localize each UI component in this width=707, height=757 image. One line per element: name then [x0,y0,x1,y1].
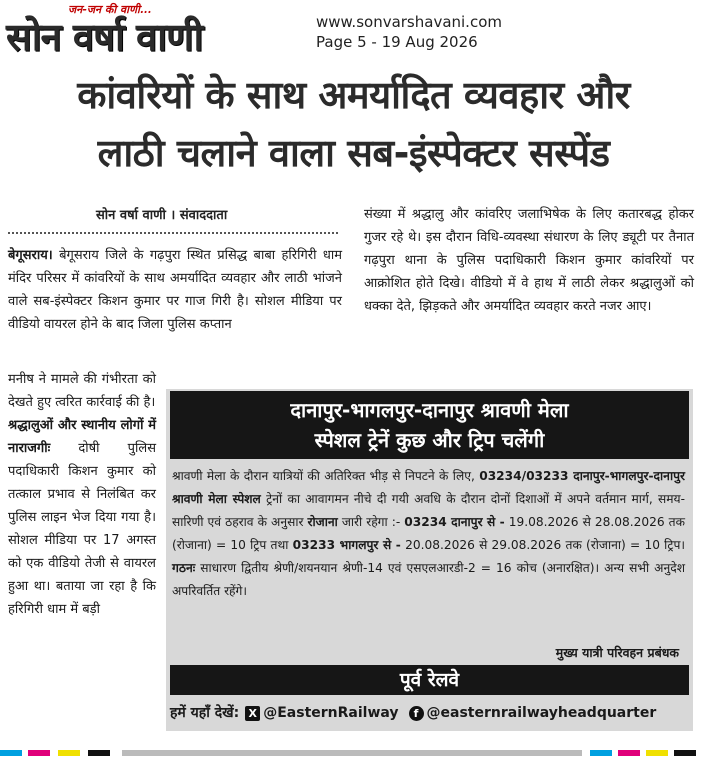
page-meta [316,12,502,52]
follow-label: हमें यहाँ देखें: [170,705,240,721]
newspaper-name: सोन वर्षा वाणी [6,14,203,59]
railway-advertisement [166,389,693,731]
facebook-icon: f [409,706,424,721]
ad-body-text: साधारण द्वितीय श्रेणी/शयनयान श्रेणी-14 एवं एसएलआरडी-2 = 16 कोच (अनारक्षित)। अन्य सभी अनुदेश अपरिवर्तित रहेंगे। [172,561,685,598]
byline-divider [8,232,338,234]
article-paragraph-1: बेगूसराय जिले के गढ़पुरा स्थित प्रसिद्ध बाबा हरिगिरी धाम मंदिर परिसर में कांवरियों के साथ अमर्यादित व्यवहार और लाठी भांजने वाले सब-इंस्पेक्टर किशन कुमार पर गाज गिरी है। सोशल मीडिया पर वीडियो वायरल होने के बाद जिला पुलिस कप्तान [8,248,342,332]
subheading: श्रद्धालुओं और स्थानीय लोगों में नाराजगीः [8,418,156,456]
headline [0,66,707,182]
ad-train-1: 03234 दानापुर से - [404,515,505,529]
ad-body-text: श्रावणी मेला के दौरान यात्रियों की अतिरिक्त भीड़ से निपटने के लिए, [172,469,480,483]
website-url: www.sonvarshavani.com [316,13,502,31]
facebook-handle[interactable]: @easternrailwayheadquarter [426,705,657,721]
article-paragraph-2: दोषी पुलिस पदाधिकारी किशन कुमार को तत्काल प्रभाव से निलंबित कर पुलिस लाइन भेज दिया गया है। सोशल मीडिया पर 17 अगस्त को एक वीडियो तेजी से वायरल हुआ था। बताया जा रहा है कि हरिगिरी धाम में बड़ी [8,441,156,617]
x-handle[interactable]: @EasternRailway [263,705,399,721]
ad-title-line-2: स्पेशल ट्रेनें कुछ और ट्रिप चलेंगी [314,428,545,452]
color-swatch [618,750,640,756]
color-swatch [646,750,668,756]
color-swatch [28,750,50,756]
headline-line-2: लाठी चलाने वाला सब-इंस्पेक्टर सस्पेंड [97,131,610,175]
article-paragraph-3: संख्या में श्रद्धालु और कांवरिए जलाभिषेक के लिए कतारबद्ध होकर गुजर रहे थे। इस दौरान विधि-व्यवस्था संधारण के लिए ड्यूटी पर तैनात गढ़पुरा थाना के पुलिस पदाधिकारी किशन कुमार कांवरियों पर आक्रोशित होते दिखे। वीडियो में वे हाथ में लाठी लेकर श्रद्धालुओं को धक्का देते, झिड़कते और अमर्यादित व्यवहार करते नजर आए। [364,207,694,314]
color-swatch [590,750,612,756]
ad-railway-name: पूर्व रेलवे [170,665,689,695]
ad-signatory: मुख्य यात्री परिवहन प्रबंधक [555,645,679,660]
color-swatch [0,750,22,756]
newspaper-logo [4,2,304,59]
page-info: Page 5 - 19 Aug 2026 [316,33,478,51]
color-swatch [58,750,80,756]
ad-body [172,465,685,603]
ad-body-text: 19.08.2026 से 28.08.2026 तक (रोजाना) = 10 ट्रिप तथा [172,515,685,552]
article-column-right [364,203,694,318]
ad-train-2: 03233 भागलपुर से - [292,538,401,552]
dateline: बेगूसराय। [8,248,53,263]
byline: सोन वर्षा वाणी । संवाददाता [96,208,228,223]
article-paragraph-1-cont: मनीष ने मामले की गंभीरता को देखते हुए त्वरित कार्रवाई की है। [8,372,156,410]
ad-body-text: 20.08.2026 से 29.08.2026 तक (रोजाना) = 10 ट्रिप। [400,538,686,552]
ad-social-links [170,699,689,727]
ad-body-text: जारी रहेगा :- [337,515,405,529]
color-swatch [674,750,696,756]
article-column-left [8,244,342,336]
gray-strip [122,750,582,756]
headline-line-1: कांवरियों के साथ अमर्यादित व्यवहार और [77,73,630,117]
ad-body-text: ट्रेनों का आवागमन नीचे दी गयी अवधि के दौरान दोनों दिशाओं में अपने वर्तमान मार्ग, समय-सारिणी एवं ठहराव के अनुसार [172,492,685,529]
ad-title [170,391,689,459]
x-twitter-icon: X [245,706,260,721]
newspaper-tagline: जन-जन की वाणी... [68,3,152,16]
color-swatch [88,750,110,756]
print-color-bar [0,748,707,757]
masthead [0,0,707,60]
ad-composition-label: गठनः [172,561,196,575]
ad-title-line-1: दानापुर-भागलपुर-दानापुर श्रावणी मेला [290,398,569,422]
ad-train-numbers: 03234/03233 दानापुर-भागलपुर-दानापुर श्रावणी मेला स्पेशल [172,469,686,506]
article-column-narrow [8,368,156,621]
ad-daily-label: रोजाना [307,515,338,529]
